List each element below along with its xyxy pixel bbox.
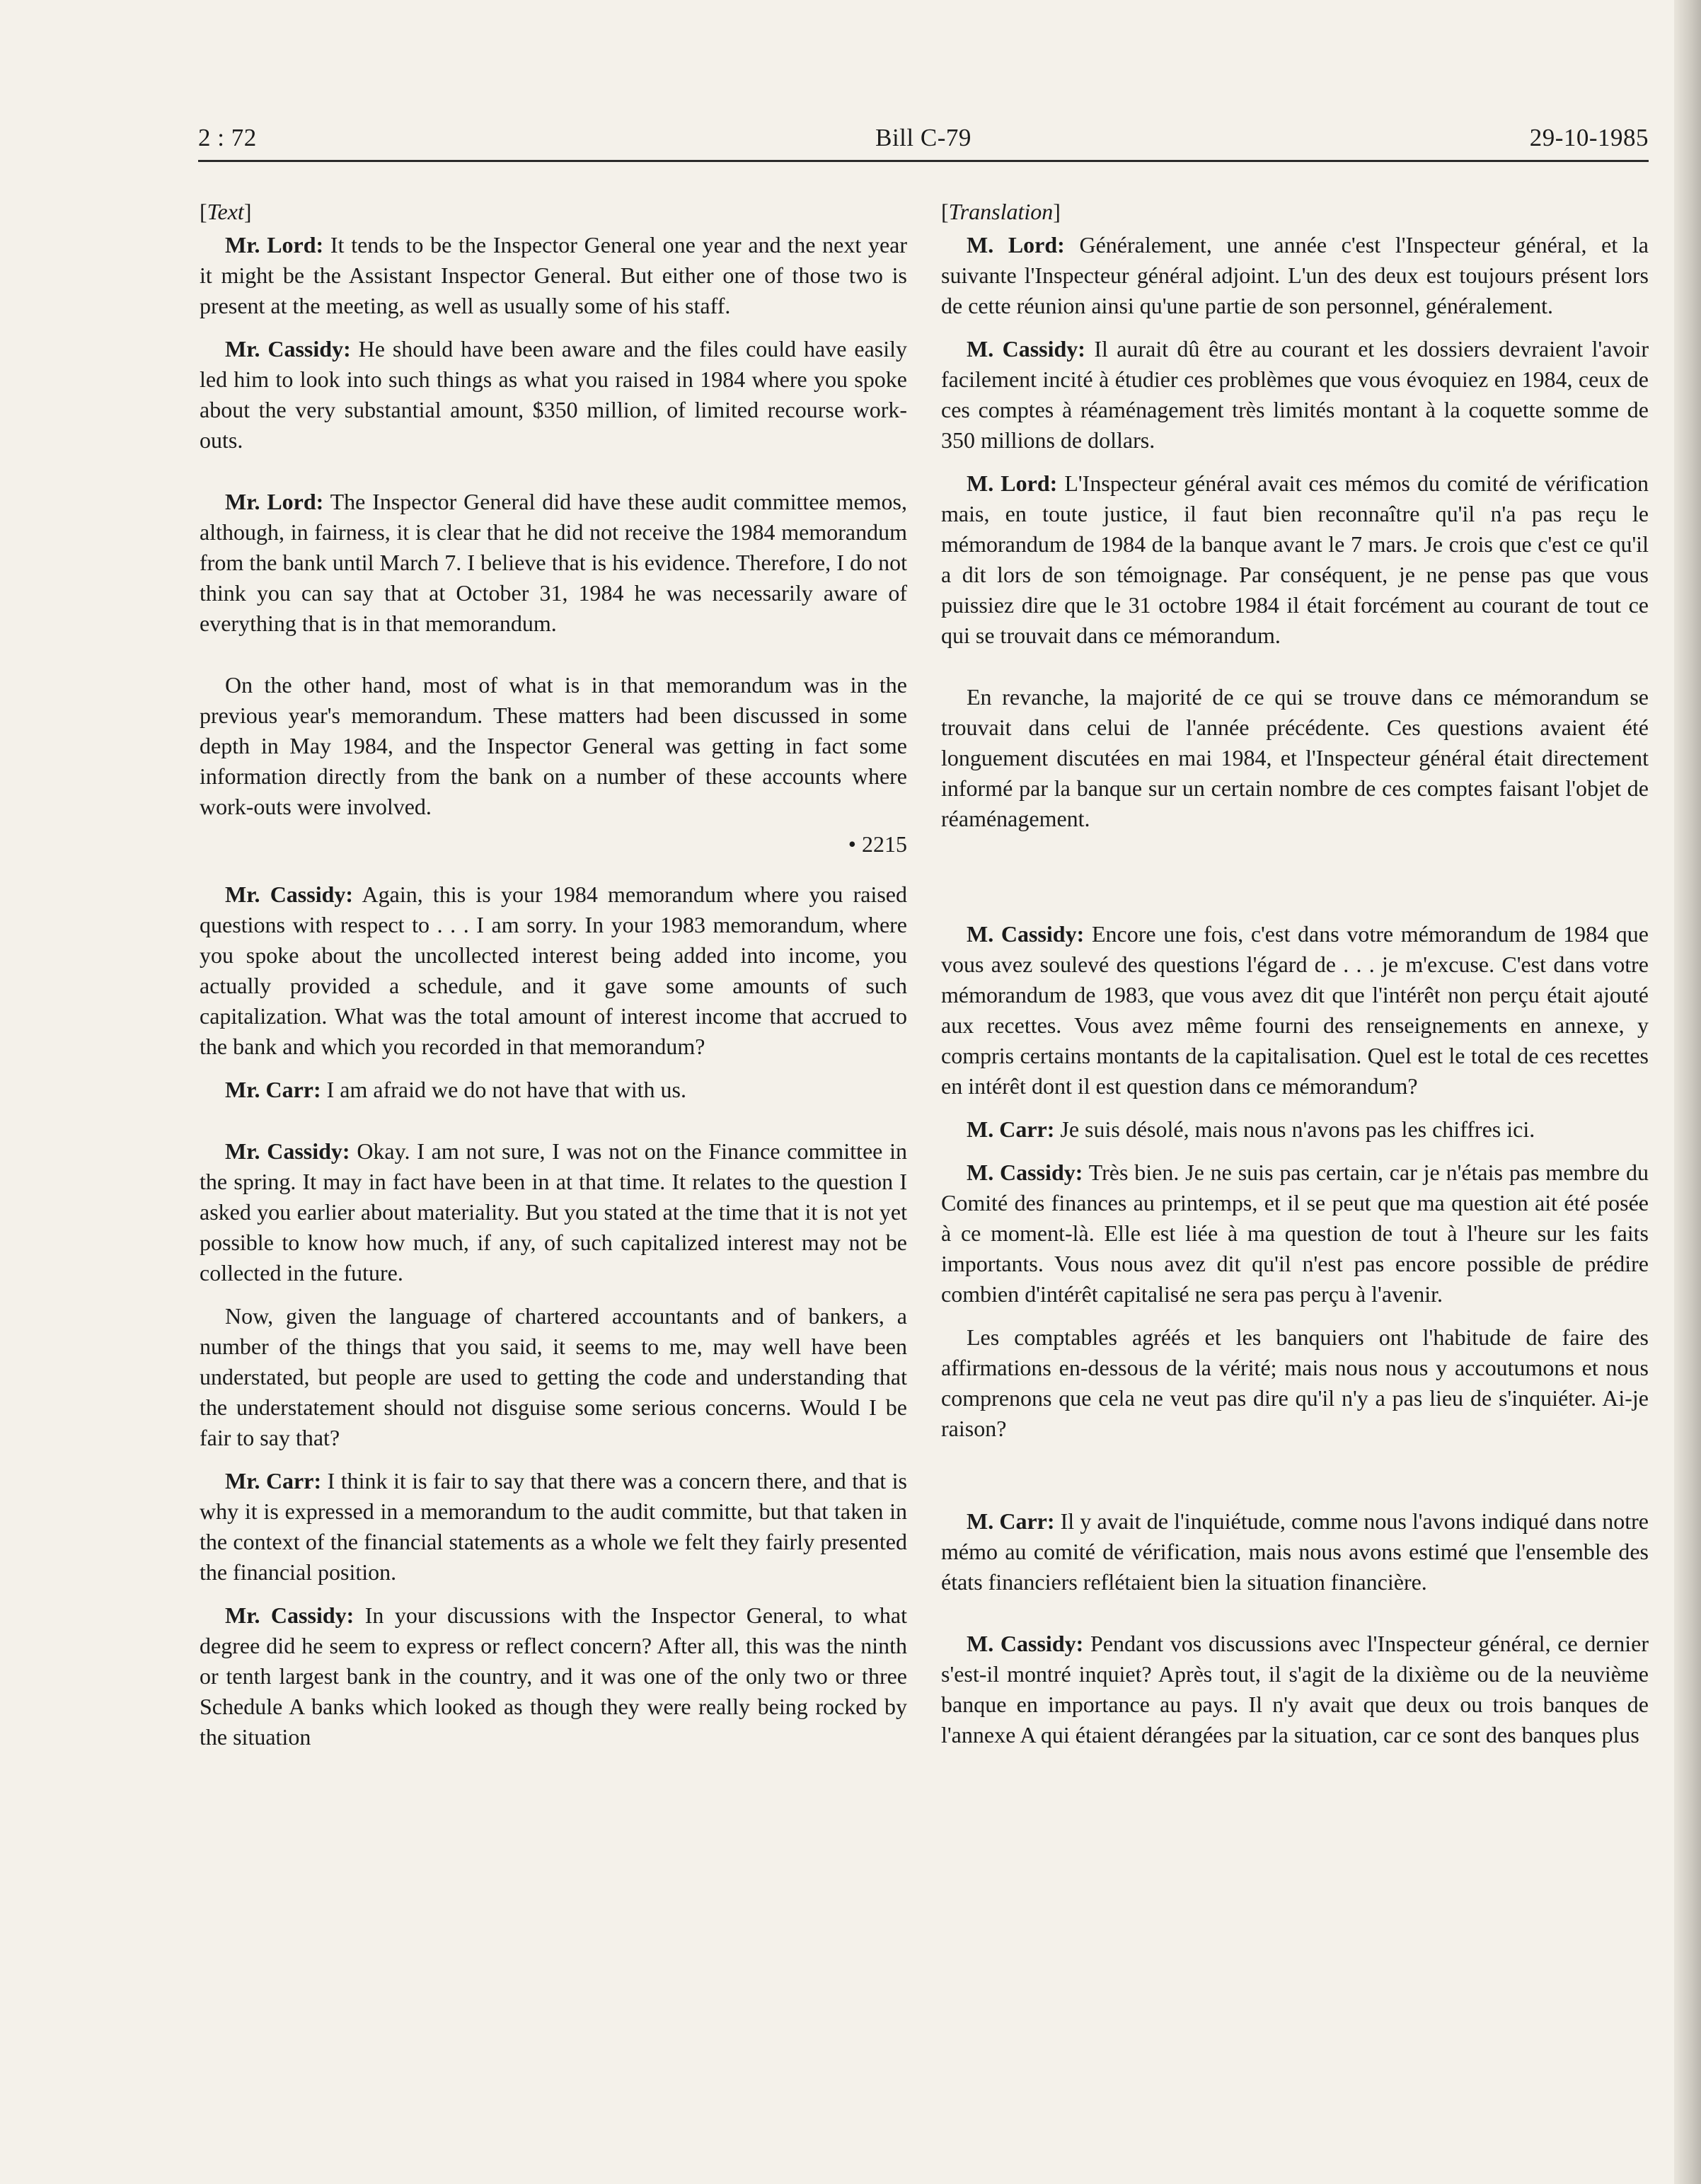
speech-text: Now, given the language of chartered accountants and of bankers, a number of the things that you said, it seems to me, may well have been understated, but people are used to getting the code and understanding that the understatement should not disguise some serious concerns. Would I be fair to say that? (200, 1303, 907, 1450)
speech-text: I am afraid we do not have that with us. (321, 1077, 686, 1102)
speech-text: Il aurait dû être au courant et les dossiers devraient l'avoir facilement incité à étudier ces problèmes que vous évoquiez en 1984, ceux de ces comptes à réaménagement très limités montant à la coquette somme de 350 millions de dollars. (941, 336, 1649, 453)
speaker-name: M. Lord: (967, 232, 1065, 258)
header-rule (198, 160, 1649, 162)
paragraph (200, 1600, 907, 1752)
speech-text: L'Inspecteur général avait ces mémos du comité de vérification mais, en toute justice, il faut bien reconnaître qu'il n'a pas reçu le mémorandum de 1984 de la banque avant le 7 mars. Je crois que c'est ce qu'il a dit lors de son témoignage. Par conséquent, je ne pense pas que vous puissiez dire que le 31 octobre 1984 il était forcément au courant de tout ce qui se trouvait dans ce mémorandum. (941, 470, 1649, 648)
speaker-name: Mr. Cassidy: (225, 882, 354, 907)
paragraph (941, 1322, 1649, 1444)
speaker-name: Mr. Cassidy: (225, 336, 351, 362)
speech-text: Je suis désolé, mais nous n'avons pas les chiffres ici. (1054, 1116, 1535, 1142)
speaker-name: M. Carr: (967, 1508, 1055, 1534)
speaker-name: M. Cassidy: (967, 921, 1085, 947)
paragraph (941, 334, 1649, 456)
speaker-name: Mr. Lord: (225, 232, 324, 258)
paragraph (200, 230, 907, 321)
bill-title: Bill C-79 (875, 124, 971, 151)
paragraph (200, 670, 907, 822)
paragraph (941, 1114, 1649, 1145)
sitting-date: 29-10-1985 (1529, 124, 1649, 151)
speaker-name: Mr. Cassidy: (225, 1602, 354, 1628)
language-tag: [Text] (200, 199, 252, 224)
speaker-name: M. Cassidy: (967, 336, 1085, 362)
speech-text: Il y avait de l'inquiétude, comme nous l'avons indiqué dans notre mémo au comité de vérification, mais nous avons estimé que l'ensemble des états financiers reflétaient bien la situation financière. (941, 1508, 1649, 1595)
french-column (941, 197, 1649, 1750)
speaker-name: M. Lord: (967, 470, 1058, 496)
paragraph (941, 682, 1649, 834)
speaker-name: M. Cassidy: (967, 1160, 1083, 1185)
speaker-name: M. Cassidy: (967, 1631, 1084, 1656)
page-binding-edge (1674, 0, 1701, 2184)
speech-text: The Inspector General did have these audit committee memos, although, in fairness, it is clear that he did not receive the 1984 memorandum from the bank until March 7. I believe that is his evidence. Therefore, I do not think you can say that at October 31, 1984 he was necessarily aware of everything that is in that memorandum. (200, 489, 908, 636)
english-column (200, 197, 907, 1752)
speech-text: He should have been aware and the files could have easily led him to look into such things as what you raised in 1984 where you spoke about the very substantial amount, $350 million, of limited recourse work-outs. (200, 336, 908, 453)
language-tag: [Translation] (941, 199, 1061, 224)
speech-text: Pendant vos discussions avec l'Inspecteur général, ce dernier s'est-il montré inquiet? Après tout, il s'agit de la dixième ou de la neuvième banque en importance au pays. Il n'y avait que deux ou trois banques de l'annexe A qui étaient dérangées par la situation, car ce sont des banques plus (941, 1631, 1649, 1747)
paragraph (200, 1136, 907, 1288)
paragraph (941, 468, 1649, 651)
paragraph (941, 919, 1649, 1102)
paragraph (200, 1075, 907, 1105)
paragraph (200, 879, 907, 1062)
paragraph (200, 1301, 907, 1453)
paragraph (200, 1466, 907, 1588)
paragraph (941, 1629, 1649, 1750)
speech-text: I think it is fair to say that there was a concern there, and that is why it is expressed in a memorandum to the audit committe, but that taken in the context of the financial statements as a whole we felt they fairly presented the financial position. (200, 1468, 908, 1585)
speech-text: On the other hand, most of what is in that memorandum was in the previous year's memorandum. These matters had been discussed in some depth in May 1984, and the Inspector General was getting in fact some information directly from the bank on a number of these accounts where work-outs were involved. (200, 672, 907, 819)
speech-text: En revanche, la majorité de ce qui se trouve dans ce mémorandum se trouvait dans celui de l'année précédente. Ces questions avaient été longuement discutées en mai 1984, et l'Inspecteur général était directement informé par la banque sur un certain nombre de ces comptes faisant l'objet de réaménagement. (941, 684, 1649, 831)
speaker-name: Mr. Cassidy: (225, 1138, 350, 1164)
paragraph (941, 230, 1649, 321)
paragraph (941, 1157, 1649, 1310)
speech-text: It tends to be the Inspector General one year and the next year it might be the Assistant Inspector General. But either one of those two is present at the meeting, as well as usually some of his staff. (200, 232, 908, 318)
speaker-name: M. Carr: (967, 1116, 1055, 1142)
speech-text: Les comptables agréés et les banquiers ont l'habitude de faire des affirmations en-dessous de la vérité; mais nous nous y accoutumons et nous comprenons que cela ne veut pas dire qu'il n'y a pas lieu de s'inquiéter. Ai-je raison? (941, 1324, 1649, 1441)
speech-text: Again, this is your 1984 memorandum where you raised questions with respect to . . . I am sorry. In your 1983 memorandum, where you spoke about the uncollected interest being added into income, you actually provided a schedule, and it gave some amounts of such capitalization. What was the total amount of interest income that accrued to the bank and which you recorded in that memorandum? (200, 882, 907, 1059)
speech-text: Encore une fois, c'est dans votre mémorandum de 1984 que vous avez soulevé des questions l'égard de . . . je m'excuse. C'est dans votre mémorandum de 1983, que vous avez dit que l'intérêt non perçu était ajouté aux recettes. Vous avez même fourni des renseignements en annexe, y compris certains montants de la capitalisation. Quel est le total de ces recettes en intérêt dont il est question dans ce mémorandum? (941, 921, 1649, 1099)
speech-text: In your discussions with the Inspector General, to what degree did he seem to express or reflect concern? After all, this was the ninth or tenth largest bank in the country, and it was one of the only two or three Schedule A banks which looked as though they were really being rocked by the situation (200, 1602, 908, 1750)
speech-text: Très bien. Je ne suis pas certain, car je n'étais pas membre du Comité des finances au printemps, et il se peut que ma question ait été posée à ce moment-là. Elle est liée à ma question de tout à l'heure sur les faits importants. Vous nous avez dit qu'il n'est pas encore possible de prédire combien d'intérêt capitalisé ne sera pas perçu à l'avenir. (941, 1160, 1649, 1307)
speech-text: Généralement, une année c'est l'Inspecteur général, et la suivante l'Inspecteur général adjoint. L'un des deux est toujours présent lors de cette réunion ainsi qu'une partie de son personnel, généralement. (941, 232, 1649, 318)
speaker-name: Mr. Lord: (225, 489, 324, 514)
speaker-name: Mr. Carr: (225, 1077, 321, 1102)
time-marker: • 2215 (848, 831, 907, 857)
paragraph (200, 487, 907, 639)
speech-text: Okay. I am not sure, I was not on the Finance committee in the spring. It may in fact have been in at that time. It relates to the question I asked you earlier about materiality. But you stated at the time that it is not yet possible to know how much, if any, of such capitalized interest may not be collected in the future. (200, 1138, 908, 1285)
paragraph (200, 334, 907, 456)
paragraph (941, 1506, 1649, 1597)
speaker-name: Mr. Carr: (225, 1468, 322, 1493)
page-number: 2 : 72 (198, 124, 257, 151)
